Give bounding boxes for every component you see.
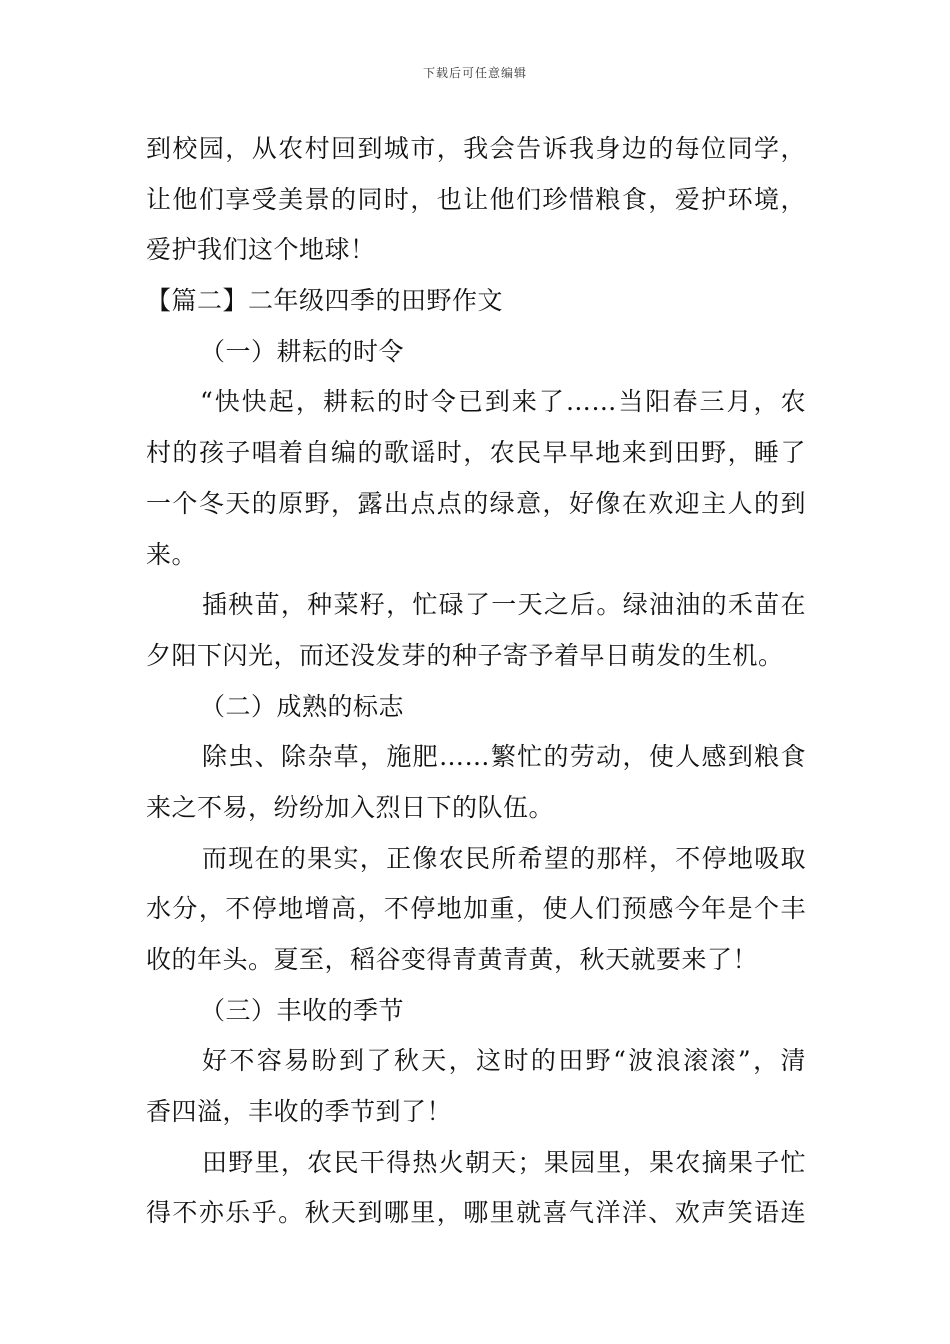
text-line: 得不亦乐乎。秋天到哪里，哪里就喜气洋洋、欢声笑语连 <box>146 1198 806 1228</box>
text-line: 而现在的果实，正像农民所希望的那样，不停地吸取 <box>202 843 806 873</box>
text-line: 夕阳下闪光，而还没发芽的种子寄予着早日萌发的生机。 <box>146 640 784 670</box>
text-line: 到校园，从农村回到城市，我会告诉我身边的每位同学， <box>146 134 806 163</box>
text-line: 收的年头。夏至，稻谷变得青黄青黄，秋天就要来了！ <box>146 945 759 974</box>
text-line: 除虫、除杂草，施肥……繁忙的劳动，使人感到粮食 <box>202 742 806 772</box>
text-line: 水分，不停地增高，不停地加重，使人们预感今年是个丰 <box>146 894 806 924</box>
text-line: 香四溢，丰收的季节到了！ <box>146 1097 453 1127</box>
text-line: 让他们享受美景的同时，也让他们珍惜粮食，爱护环境， <box>146 184 806 214</box>
essay-body <box>146 124 806 1239</box>
text-line: 插秧苗，种菜籽，忙碌了一天之后。绿油油的禾苗在 <box>202 590 806 620</box>
page-header: 下载后可任意编辑 <box>422 66 527 80</box>
text-line: 爱护我们这个地球！ <box>146 235 376 265</box>
text-line: 村的孩子唱着自编的歌谣时，农民早早地来到田野，睡了 <box>146 438 806 468</box>
text-line: 来。 <box>146 539 198 569</box>
text-line: 来之不易，纷纷加入烈日下的队伍。 <box>146 792 555 822</box>
text-line: “快快起，耕耘的时令已到来了……当阳春三月，农 <box>200 387 806 417</box>
section-title: 【篇二】二年级四季的田野作文 <box>146 286 504 316</box>
text-line: 田野里，农民干得热火朝天；果园里，果农摘果子忙 <box>202 1147 806 1177</box>
subsection-heading: （二）成熟的标志 <box>200 691 405 721</box>
subsection-heading: （三）丰收的季节 <box>200 995 405 1025</box>
subsection-heading: （一）耕耘的时令 <box>200 336 405 366</box>
text-line: 一个冬天的原野，露出点点的绿意，好像在欢迎主人的到 <box>146 488 806 518</box>
text-line: 好不容易盼到了秋天，这时的田野“波浪滚滚”，清 <box>202 1046 806 1076</box>
